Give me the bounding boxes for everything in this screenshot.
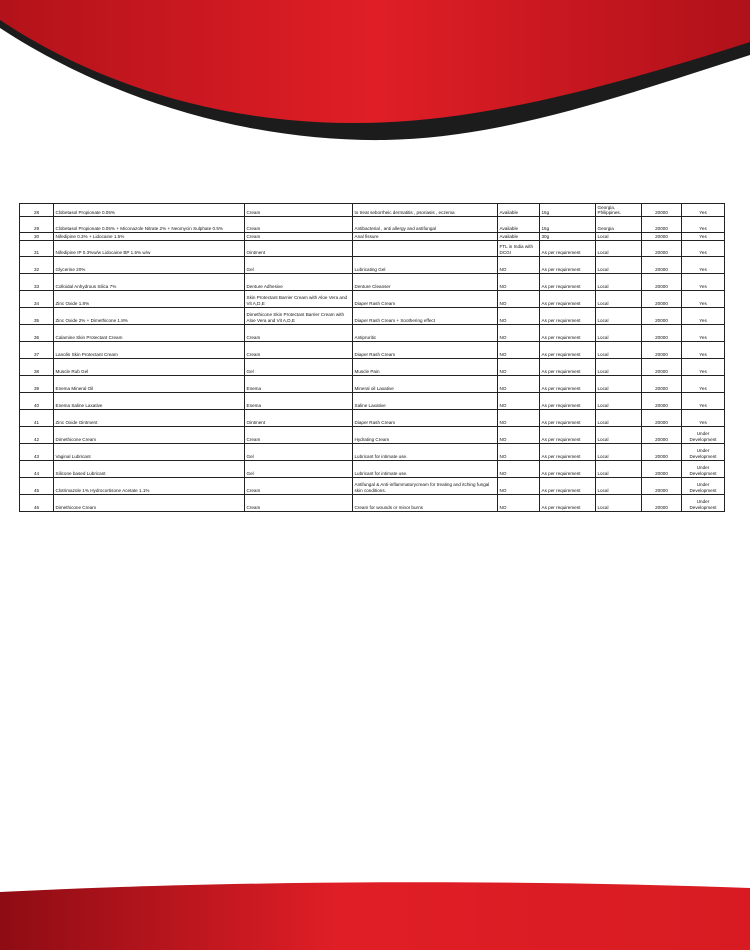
row-number-cell: 44 — [20, 460, 54, 477]
dosage-form-cell: Enema — [245, 392, 353, 409]
table-row — [20, 290, 725, 307]
moq-cell: 20000 — [642, 443, 682, 460]
status-cell: Yes — [682, 256, 725, 273]
status-cell: Yes — [682, 240, 725, 256]
pack-size-cell: As per requirement — [540, 426, 596, 443]
market-cell: Local — [596, 375, 642, 392]
moq-cell: 20000 — [642, 477, 682, 494]
row-number-cell: 30 — [20, 233, 54, 241]
product-table — [19, 203, 725, 512]
pack-size-cell: 15g — [540, 217, 596, 233]
pack-size-cell: As per requirement — [540, 409, 596, 426]
market-cell: Local — [596, 494, 642, 511]
availability-cell: NO — [498, 358, 540, 375]
market-cell: Local — [596, 324, 642, 341]
market-cell: Local — [596, 460, 642, 477]
row-number-cell: 37 — [20, 341, 54, 358]
product-name-cell: Silicone based Lubricant — [54, 460, 245, 477]
row-number-cell: 32 — [20, 256, 54, 273]
status-cell: Under Development — [682, 494, 725, 511]
moq-cell: 20000 — [642, 426, 682, 443]
indication-cell: Diaper Rash Cream — [353, 341, 498, 358]
table-row — [20, 358, 725, 375]
row-number-cell: 38 — [20, 358, 54, 375]
moq-cell: 20000 — [642, 494, 682, 511]
pack-size-cell: As per requirement — [540, 477, 596, 494]
market-cell: Local — [596, 273, 642, 290]
dosage-form-cell: Gel — [245, 443, 353, 460]
status-cell: Yes — [682, 324, 725, 341]
availability-cell: Available — [498, 233, 540, 241]
dosage-form-cell: Cream — [245, 477, 353, 494]
indication-cell: Lubricant for intimate use. — [353, 443, 498, 460]
market-cell: Georgia — [596, 217, 642, 233]
indication-cell: Diaper Rash Cream — [353, 409, 498, 426]
moq-cell: 20000 — [642, 233, 682, 241]
row-number-cell: 45 — [20, 477, 54, 494]
table-row — [20, 233, 725, 241]
table-row — [20, 256, 725, 273]
row-number-cell: 43 — [20, 443, 54, 460]
table-row — [20, 217, 725, 233]
product-name-cell: Nifedipine 0.3% + Lidocaine 1.5% — [54, 233, 245, 241]
product-name-cell: Clotrimazole 1% Hydrocortisone Acetate 1.1% — [54, 477, 245, 494]
market-cell: Georgia, Philippines. — [596, 204, 642, 217]
pack-size-cell: As per requirement — [540, 240, 596, 256]
footer-red-band — [0, 882, 750, 950]
pack-size-cell: As per requirement — [540, 358, 596, 375]
dosage-form-cell: Gel — [245, 256, 353, 273]
table-row — [20, 375, 725, 392]
dosage-form-cell: Skin Protectant Barrier Cream with Aloe Vera and Vit A,D,E — [245, 290, 353, 307]
moq-cell: 20000 — [642, 409, 682, 426]
indication-cell: Lubricating Gel — [353, 256, 498, 273]
moq-cell: 20000 — [642, 307, 682, 324]
product-name-cell: Enema Mineral Oil — [54, 375, 245, 392]
indication-cell: Anal fissure — [353, 233, 498, 241]
availability-cell: NO — [498, 324, 540, 341]
status-cell: Under Development — [682, 477, 725, 494]
availability-cell: NO — [498, 443, 540, 460]
table-row — [20, 392, 725, 409]
market-cell: Local — [596, 341, 642, 358]
dosage-form-cell: Gel — [245, 460, 353, 477]
dosage-form-cell: Cream — [245, 233, 353, 241]
dosage-form-cell: Ointment — [245, 240, 353, 256]
availability-cell: NO — [498, 273, 540, 290]
market-cell: Local — [596, 358, 642, 375]
indication-cell: Denture Cleanser — [353, 273, 498, 290]
status-cell: Yes — [682, 204, 725, 217]
moq-cell: 20000 — [642, 256, 682, 273]
dosage-form-cell: Gel — [245, 358, 353, 375]
product-name-cell: Lanolin Skin Protectant Cream — [54, 341, 245, 358]
moq-cell: 20000 — [642, 217, 682, 233]
indication-cell: Hydrating Cream — [353, 426, 498, 443]
status-cell: Yes — [682, 233, 725, 241]
product-name-cell: Nifedipine IP 0.3%w/w Lidocaine BP 1.5% w/w — [54, 240, 245, 256]
market-cell: Local — [596, 409, 642, 426]
table-row — [20, 307, 725, 324]
pack-size-cell: As per requirement — [540, 307, 596, 324]
product-name-cell: Dimethicone Cream — [54, 426, 245, 443]
availability-cell: FTL in India with DCGI — [498, 240, 540, 256]
product-name-cell: Enema Saline Laxative — [54, 392, 245, 409]
market-cell: Local — [596, 426, 642, 443]
status-cell: Yes — [682, 290, 725, 307]
status-cell: Under Development — [682, 460, 725, 477]
indication-cell: Lubricant for intimate use. — [353, 460, 498, 477]
row-number-cell: 41 — [20, 409, 54, 426]
status-cell: Under Development — [682, 426, 725, 443]
market-cell: Local — [596, 240, 642, 256]
market-cell: Local — [596, 233, 642, 241]
dosage-form-cell: Enema — [245, 375, 353, 392]
market-cell: Local — [596, 477, 642, 494]
availability-cell: NO — [498, 290, 540, 307]
status-cell: Yes — [682, 375, 725, 392]
row-number-cell: 33 — [20, 273, 54, 290]
pack-size-cell: As per requirement — [540, 290, 596, 307]
pack-size-cell: As per requirement — [540, 392, 596, 409]
indication-cell: Antifungal & Anti-inflammatorycream for treating and itching fungal skin conditions. — [353, 477, 498, 494]
availability-cell: NO — [498, 256, 540, 273]
availability-cell: NO — [498, 409, 540, 426]
status-cell: Yes — [682, 217, 725, 233]
status-cell: Yes — [682, 341, 725, 358]
product-name-cell: Vaginal Lubricant — [54, 443, 245, 460]
pack-size-cell: As per requirement — [540, 324, 596, 341]
dosage-form-cell: Ointment — [245, 409, 353, 426]
indication-cell: Antibacterial , anti allergy and antifungal — [353, 217, 498, 233]
header-red-band — [0, 0, 750, 123]
pack-size-cell: 15g — [540, 204, 596, 217]
dosage-form-cell: Dimethicone Skin Protectant Barrier Cream with Aloe Vera and Vit A,D,E — [245, 307, 353, 324]
table-row — [20, 443, 725, 460]
availability-cell: NO — [498, 460, 540, 477]
indication-cell: Antipruritic — [353, 324, 498, 341]
product-name-cell: Dimethicone Cream — [54, 494, 245, 511]
table-row — [20, 324, 725, 341]
pack-size-cell: 30g — [540, 233, 596, 241]
moq-cell: 20000 — [642, 460, 682, 477]
pack-size-cell: As per requirement — [540, 273, 596, 290]
row-number-cell: 46 — [20, 494, 54, 511]
product-name-cell: Colloidal Anhydrous Silica 7% — [54, 273, 245, 290]
availability-cell: Available — [498, 217, 540, 233]
table-row — [20, 494, 725, 511]
status-cell: Yes — [682, 409, 725, 426]
moq-cell: 20000 — [642, 240, 682, 256]
market-cell: Local — [596, 307, 642, 324]
table-row — [20, 240, 725, 256]
table-row — [20, 477, 725, 494]
market-cell: Local — [596, 443, 642, 460]
market-cell: Local — [596, 290, 642, 307]
product-name-cell: Muscle Rub Gel — [54, 358, 245, 375]
availability-cell: Available — [498, 204, 540, 217]
pack-size-cell: As per requirement — [540, 460, 596, 477]
indication-cell: Muscle Pain — [353, 358, 498, 375]
row-number-cell: 28 — [20, 204, 54, 217]
row-number-cell: 34 — [20, 290, 54, 307]
indication-cell: Diaper Rash Cream + Soothering effect — [353, 307, 498, 324]
moq-cell: 20000 — [642, 290, 682, 307]
status-cell: Yes — [682, 273, 725, 290]
row-number-cell: 35 — [20, 307, 54, 324]
dosage-form-cell: Cream — [245, 426, 353, 443]
pack-size-cell: As per requirement — [540, 494, 596, 511]
indication-cell: Mineral oil Laxative — [353, 375, 498, 392]
pack-size-cell: As per requirement — [540, 256, 596, 273]
product-name-cell: Clobetasol Propionate 0.05% + Miconazole Nitrate 2% + Neomycin Sulphate 0.5% — [54, 217, 245, 233]
moq-cell: 20000 — [642, 324, 682, 341]
indication-cell: to treat seborrheic dermatitis , psoriasis , eczema — [353, 204, 498, 217]
row-number-cell: 40 — [20, 392, 54, 409]
availability-cell: NO — [498, 341, 540, 358]
product-name-cell: Calamine Skin Protectant Cream — [54, 324, 245, 341]
table-row — [20, 460, 725, 477]
dosage-form-cell: Cream — [245, 341, 353, 358]
pack-size-cell: As per requirement — [540, 443, 596, 460]
status-cell: Yes — [682, 358, 725, 375]
market-cell: Local — [596, 392, 642, 409]
table-body — [20, 204, 725, 512]
moq-cell: 20000 — [642, 204, 682, 217]
dosage-form-cell: Denture Adhesive — [245, 273, 353, 290]
table-row — [20, 426, 725, 443]
row-number-cell: 31 — [20, 240, 54, 256]
indication-cell: Saline Laxative — [353, 392, 498, 409]
header-decoration — [0, 0, 750, 150]
availability-cell: NO — [498, 307, 540, 324]
dosage-form-cell: Cream — [245, 324, 353, 341]
status-cell: Under Development — [682, 443, 725, 460]
availability-cell: NO — [498, 477, 540, 494]
indication-cell — [353, 240, 498, 256]
dosage-form-cell: Cream — [245, 217, 353, 233]
row-number-cell: 42 — [20, 426, 54, 443]
status-cell: Yes — [682, 307, 725, 324]
availability-cell: NO — [498, 375, 540, 392]
row-number-cell: 39 — [20, 375, 54, 392]
status-cell: Yes — [682, 392, 725, 409]
product-name-cell: Zinc Oxide 2% + Dimethicone 1.8% — [54, 307, 245, 324]
availability-cell: NO — [498, 426, 540, 443]
footer-decoration — [0, 880, 750, 950]
row-number-cell: 29 — [20, 217, 54, 233]
product-name-cell: Zinc Oxide Ointment — [54, 409, 245, 426]
product-name-cell: Clobetasol Propionate 0.05% — [54, 204, 245, 217]
product-name-cell: Zinc Oxide 1.8% — [54, 290, 245, 307]
table-row — [20, 409, 725, 426]
table-row — [20, 341, 725, 358]
moq-cell: 20000 — [642, 392, 682, 409]
moq-cell: 20000 — [642, 273, 682, 290]
dosage-form-cell: Cream — [245, 494, 353, 511]
moq-cell: 20000 — [642, 341, 682, 358]
availability-cell: NO — [498, 494, 540, 511]
moq-cell: 20000 — [642, 375, 682, 392]
indication-cell: Cream for wounds or minor burns — [353, 494, 498, 511]
pack-size-cell: As per requirement — [540, 341, 596, 358]
market-cell: Local — [596, 256, 642, 273]
moq-cell: 20000 — [642, 358, 682, 375]
pack-size-cell: As per requirement — [540, 375, 596, 392]
availability-cell: NO — [498, 392, 540, 409]
dosage-form-cell: Cream — [245, 204, 353, 217]
product-name-cell: Glycerine 20% — [54, 256, 245, 273]
row-number-cell: 36 — [20, 324, 54, 341]
indication-cell: Diaper Rash Cream — [353, 290, 498, 307]
table-row — [20, 273, 725, 290]
table-row — [20, 204, 725, 217]
